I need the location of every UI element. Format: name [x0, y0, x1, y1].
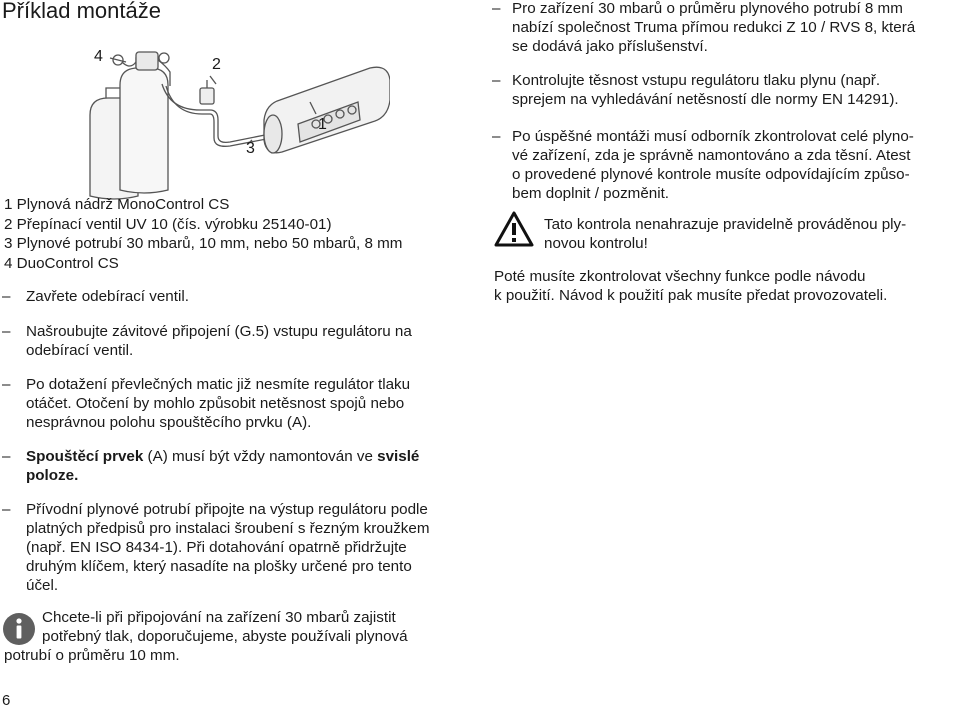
dash-bullet: –: [492, 0, 501, 17]
page-title: Příklad montáže: [2, 0, 161, 23]
step-text: Po úspěšné montáži musí odborník zkontrolovat celé plyno-: [512, 128, 914, 145]
step-text: o provedené plynové kontrole musíte odpovídajícím způso-: [512, 166, 910, 183]
warning-text: novou kontrolu!: [544, 235, 648, 252]
closing-paragraph: [494, 267, 958, 305]
step-text: nabízí společnost Truma přímou redukci Z 10 / RVS 8, která: [512, 19, 916, 36]
step-text: Zavřete odebírací ventil.: [26, 288, 189, 305]
step-do-not-rotate: [2, 375, 472, 435]
bold-term: poloze.: [26, 467, 79, 484]
step-screw-connection: [2, 322, 472, 362]
callout-4: 4: [94, 48, 103, 65]
info-text: Chcete-li při připojování na zařízení 30 mbarů zajistit: [42, 609, 396, 626]
step-close-valve: [2, 287, 472, 307]
info-icon: [2, 612, 36, 646]
step-text: (např. EN ISO 8434-1). Při dotahování opatrně přidržujte: [26, 539, 407, 556]
step-text: odebírací ventil.: [26, 342, 134, 359]
bold-term: Spouštěcí prvek: [26, 448, 144, 465]
closing-text: Poté musíte zkontrolovat všechny funkce podle návodu: [494, 268, 866, 285]
step-text: druhým klíčem, který nasadíte na plošky určené pro tento: [26, 558, 412, 575]
step-text: se dodává jako příslušenství.: [512, 38, 708, 55]
dash-bullet: –: [492, 128, 501, 145]
legend: [4, 195, 402, 273]
step-text: sprejem na vyhledávání netěsností dle normy EN 14291).: [512, 91, 899, 108]
callout-1: 1: [318, 116, 327, 133]
step-text: Kontrolujte těsnost vstupu regulátoru tlaku plynu (např.: [512, 72, 881, 89]
dash-bullet: –: [2, 288, 11, 305]
step-check-tightness: [492, 71, 958, 111]
step-text: nesprávnou polohu spouštěcího prvku (A).: [26, 414, 312, 431]
callout-3: 3: [246, 140, 255, 157]
step-text: Přívodní plynové potrubí připojte na výstup regulátoru podle: [26, 501, 428, 518]
step-text: vé zařízení, zda je správně namontováno a zda těsní. Atest: [512, 147, 911, 164]
step-text-mid: (A) musí být vždy namontován ve: [143, 448, 378, 465]
info-text: potřebný tlak, doporučujeme, abyste používali plynová: [42, 628, 408, 645]
warning-note: [494, 211, 958, 257]
closing-text: k použití. Návod k použití pak musíte předat provozovateli.: [494, 287, 888, 304]
step-trigger-vertical: [2, 447, 472, 487]
step-text: otáčet. Otočení by mohlo způsobit netěsnost spojů nebo: [26, 395, 405, 412]
installation-illustration: [70, 40, 390, 200]
page-number: 6: [2, 692, 11, 709]
info-text: potrubí o průměru 10 mm.: [4, 647, 180, 664]
step-text: [26, 447, 419, 466]
step-text: účel.: [26, 577, 59, 594]
step-text: Pro zařízení 30 mbarů o průměru plynového potrubí 8 mm: [512, 0, 903, 17]
warning-icon: [494, 211, 534, 247]
step-text: [26, 466, 78, 485]
installation-drawing: [70, 40, 390, 200]
legend-item: 3 Plynové potrubí 30 mbarů, 10 mm, nebo 50 mbarů, 8 mm: [4, 235, 403, 252]
dash-bullet: –: [2, 376, 11, 393]
legend-item: 2 Přepínací ventil UV 10 (čís. výrobku 25140-01): [4, 215, 332, 233]
callout-2: 2: [212, 56, 221, 73]
info-note: [2, 608, 472, 668]
step-expert-check: [492, 127, 958, 207]
bold-term: svislé: [377, 448, 420, 465]
dash-bullet: –: [492, 72, 501, 89]
step-text: platných předpisů pro instalaci šroubení s řezným kroužkem: [26, 520, 430, 537]
legend-item: 4 DuoControl CS: [4, 254, 119, 272]
dash-bullet: –: [2, 501, 11, 518]
legend-item: 1 Plynová nádrž MonoControl CS: [4, 196, 230, 213]
step-text: Našroubujte závitové připojení (G.5) vstupu regulátoru na: [26, 323, 412, 340]
step-connect-supply-pipe: [2, 500, 472, 600]
step-text: Po dotažení převlečných matic již nesmíte regulátor tlaku: [26, 376, 411, 393]
step-text: bem doplnit / pozměnit.: [512, 185, 670, 202]
step-direct-reduction: [492, 0, 958, 59]
warning-text: Tato kontrola nenahrazuje pravidelně prováděnou ply-: [544, 216, 907, 233]
dash-bullet: –: [2, 323, 11, 340]
dash-bullet: –: [2, 448, 11, 465]
